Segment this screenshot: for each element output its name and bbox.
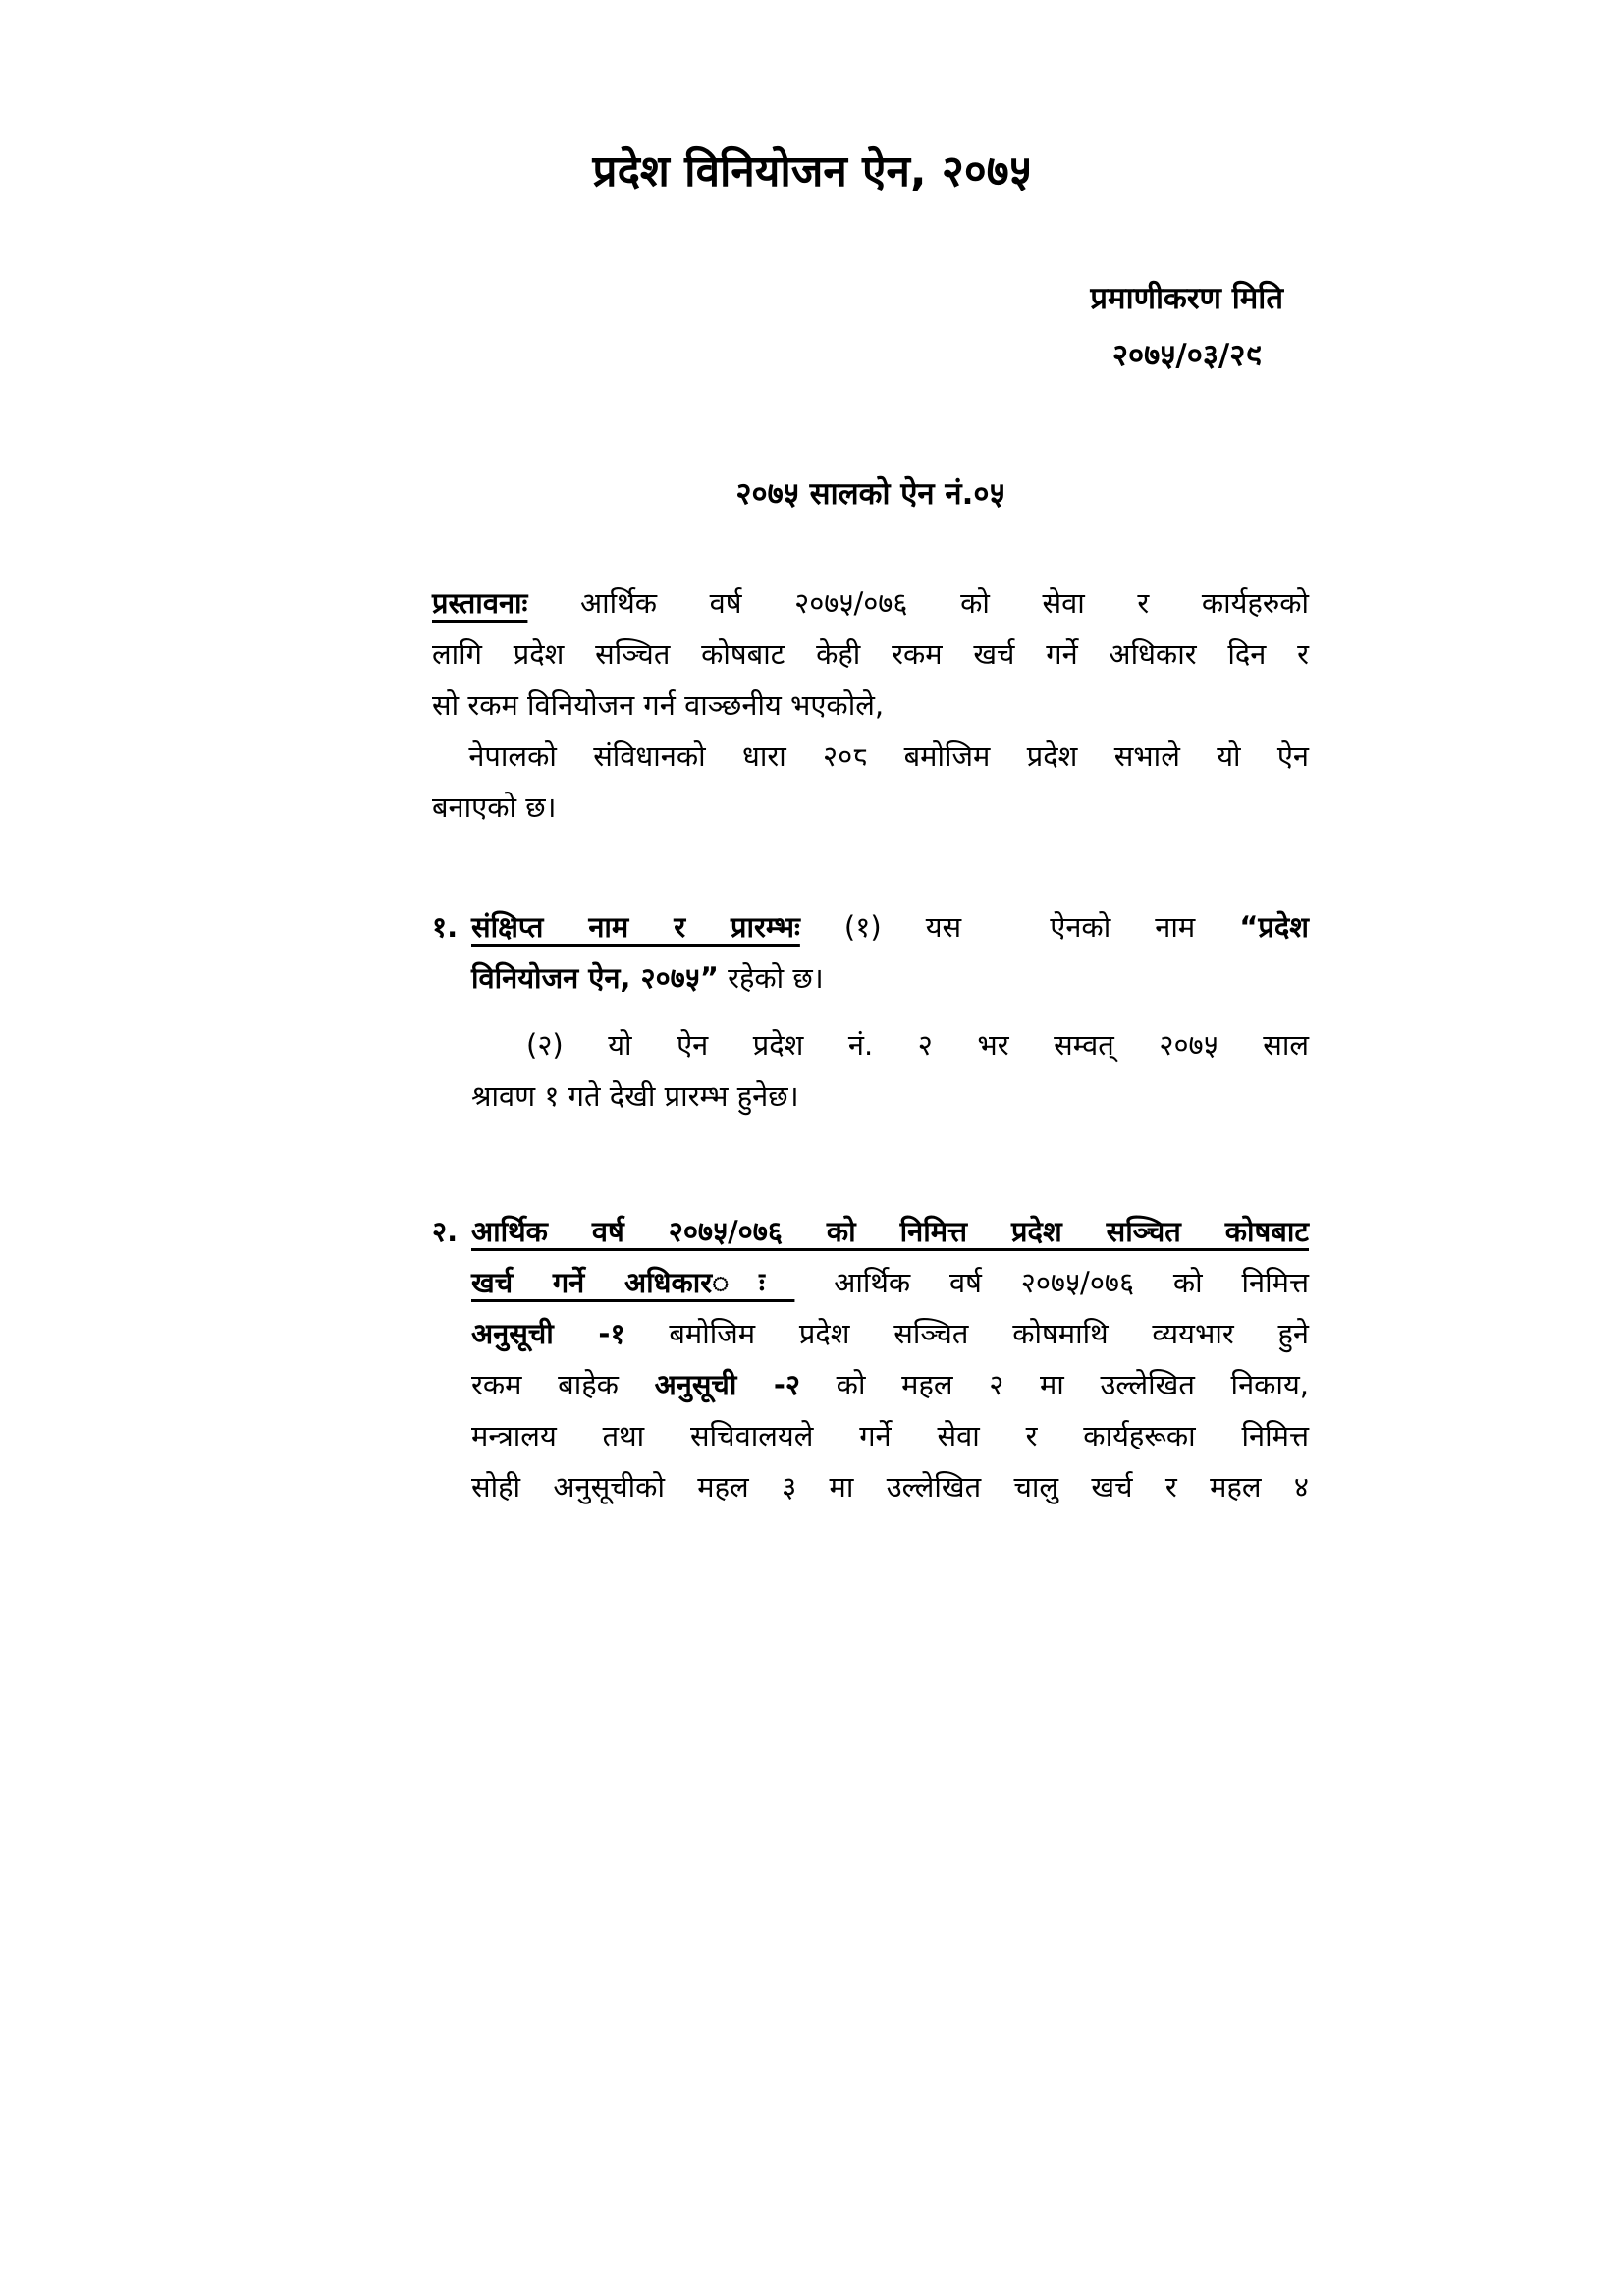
text-segment: अनुसूची -१ (471, 1317, 625, 1350)
section-number: १. (432, 910, 459, 944)
text-line (471, 1461, 1309, 1512)
section-item (432, 902, 1309, 1004)
text-segment: को महल २ मा उल्लेखित निकाय, (800, 1368, 1309, 1401)
text-segment: सो रकम विनियोजन गर्न वाञ्छनीय भएकोले, (432, 688, 885, 722)
section-number: २. (432, 1215, 459, 1248)
certification-label: प्रमाणीकरण मिति (1090, 281, 1283, 316)
text-line (471, 1308, 1309, 1359)
text-segment: विनियोजन ऐन, २०७५” (471, 961, 719, 995)
text-line (432, 629, 1309, 680)
text-line (432, 577, 1309, 629)
text-segment: श्रावण १ गते देखी प्रारम्भ हुनेछ। (471, 1079, 799, 1113)
section-text (471, 1206, 1309, 1512)
text-segment: बनाएको छ। (432, 791, 557, 824)
text-line (526, 1019, 1309, 1070)
text-segment: मन्त्रालय तथा सचिवालयले गर्ने सेवा र कार्यहरूका निमित्त (471, 1419, 1309, 1452)
paragraph (432, 577, 1309, 731)
text-line (432, 731, 1309, 782)
certification-inner (1090, 270, 1283, 384)
paragraph (432, 731, 1309, 833)
text-line (471, 1359, 1309, 1410)
heading-segment: प्रस्तावनाः (432, 586, 528, 620)
text-segment: आर्थिक वर्ष २०७५/०७६ को सेवा र कार्यहरुको (527, 586, 1309, 620)
text-segment: “प्रदेश (1239, 910, 1309, 944)
text-line (471, 1257, 1309, 1308)
text-line (471, 1206, 1309, 1257)
document-body (432, 577, 1309, 1512)
text-segment: (१) यस ऐनको नाम (799, 910, 1240, 944)
text-segment: बमोजिम प्रदेश सञ्चित कोषमाथि व्ययभार हुने (624, 1317, 1309, 1350)
heading-segment: खर्च गर्ने अधिकार◌ः (471, 1266, 795, 1299)
text-segment: रकम बाहेक (471, 1368, 655, 1401)
text-segment: लागि प्रदेश सञ्चित कोषबाट केही रकम खर्च गर्ने अधिकार दिन र (432, 637, 1309, 671)
text-segment: अनुसूची -२ (654, 1368, 801, 1401)
certification-block (432, 270, 1309, 384)
text-segment: नेपालको संविधानको धारा २०८ बमोजिम प्रदेश सभाले यो ऐन (432, 739, 1309, 773)
certification-date: २०७५/०३/२९ (1111, 338, 1262, 373)
heading-segment: संक्षिप्त नाम र प्रारम्भः (471, 910, 800, 944)
text-line (471, 1410, 1309, 1461)
text-segment: सोही अनुसूचीको महल ३ मा उल्लेखित चालु खर्च र महल ४ (471, 1470, 1309, 1503)
text-segment: (२) यो ऐन प्रदेश नं. २ भर सम्वत् २०७५ साल (526, 1028, 1309, 1062)
text-line (432, 680, 1309, 731)
section-text (471, 902, 1309, 1004)
section-item (432, 1206, 1309, 1512)
act-number-line: २०७५ सालको ऐन नं.०५ (735, 476, 1005, 512)
text-line (471, 953, 1309, 1004)
text-segment: रहेको छ। (718, 961, 824, 995)
document-content (432, 270, 1309, 1512)
document-title: प्रदेश विनियोजन ऐन, २०७५ (592, 146, 1032, 196)
text-segment: आर्थिक वर्ष २०७५/०७६ को निमित्त (794, 1266, 1310, 1299)
text-line (432, 782, 1309, 833)
heading-segment: आर्थिक वर्ष २०७५/०७६ को निमित्त प्रदेश सञ्चित कोषबाट (471, 1215, 1309, 1248)
text-line (471, 902, 1309, 953)
text-line (471, 1070, 1309, 1121)
paragraph (471, 1019, 1309, 1121)
